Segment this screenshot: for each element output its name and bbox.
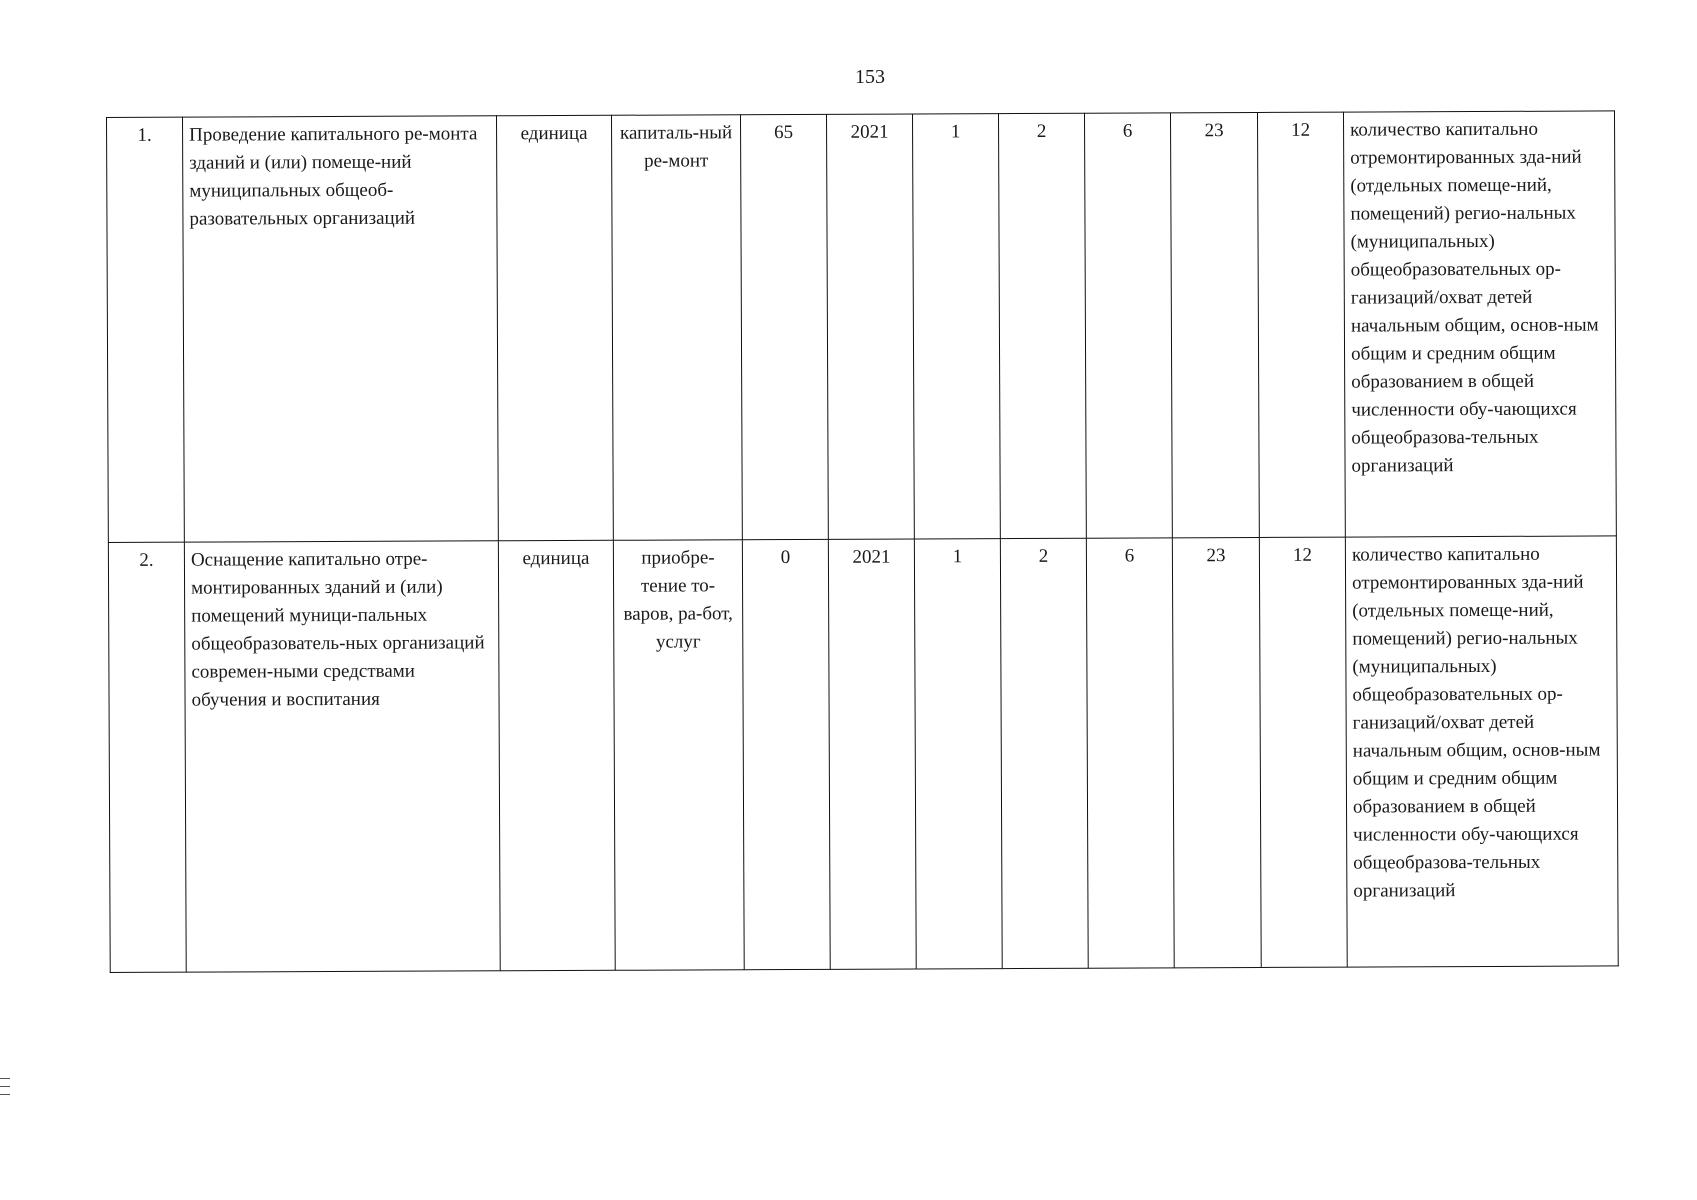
value-cell: 12 xyxy=(1259,537,1347,967)
indicator-cell: количество капитально отремонтированных зда-ний (отдельных помеще-ний, помещений) регио-нальных (муниципальных) общеобразовательных ор-ганизаций/охват детей начальным общим, основ-ным общим и средним общим образованием в общей численности обу-чающихся общеобразова-тельных организаций xyxy=(1343,111,1616,537)
page-number: 153 xyxy=(855,66,885,88)
value-cell: 1 xyxy=(912,114,1000,539)
measure-cell: Проведение капитального ре-монта зданий и (или) помеще-ний муниципальных общеоб-разовательных организаций xyxy=(183,116,499,542)
measures-table xyxy=(106,110,1619,973)
measure-cell: Оснащение капитально отре-монтированных зданий и (или) помещений муници-пальных общеобразователь-ных организаций современ-ными средствами обучения и воспитания xyxy=(184,541,500,972)
value-cell: 23 xyxy=(1170,112,1259,537)
type-cell: приобре-тение то-варов, ра-бот, услуг xyxy=(613,540,744,971)
base-value-cell: 0 xyxy=(742,539,830,969)
year-cell: 2021 xyxy=(826,114,914,539)
value-cell: 23 xyxy=(1172,537,1261,967)
unit-cell: единица xyxy=(496,115,613,540)
table-row xyxy=(108,536,1618,973)
margin-mark xyxy=(0,1094,10,1095)
table-row xyxy=(107,111,1617,543)
value-cell: 6 xyxy=(1086,538,1174,968)
unit-cell: единица xyxy=(498,540,615,970)
type-cell: капиталь-ный ре-монт xyxy=(611,115,742,541)
base-value-cell: 65 xyxy=(740,114,828,539)
value-cell: 6 xyxy=(1084,113,1172,538)
margin-mark xyxy=(0,1086,10,1087)
value-cell: 12 xyxy=(1257,112,1345,537)
value-cell: 2 xyxy=(1000,538,1088,968)
margin-mark xyxy=(0,1078,10,1079)
row-index-cell: 2. xyxy=(108,542,186,972)
value-cell: 2 xyxy=(998,113,1086,538)
value-cell: 1 xyxy=(914,539,1002,969)
year-cell: 2021 xyxy=(828,539,916,969)
row-index-cell: 1. xyxy=(107,117,185,542)
indicator-cell: количество капитально отремонтированных зда-ний (отдельных помеще-ний, помещений) регио-нальных (муниципальных) общеобразовательных ор-ганизаций/охват детей начальным общим, основ-ным общим и средним общим образованием в общей численности обу-чающихся общеобразова-тельных организаций xyxy=(1345,536,1618,967)
